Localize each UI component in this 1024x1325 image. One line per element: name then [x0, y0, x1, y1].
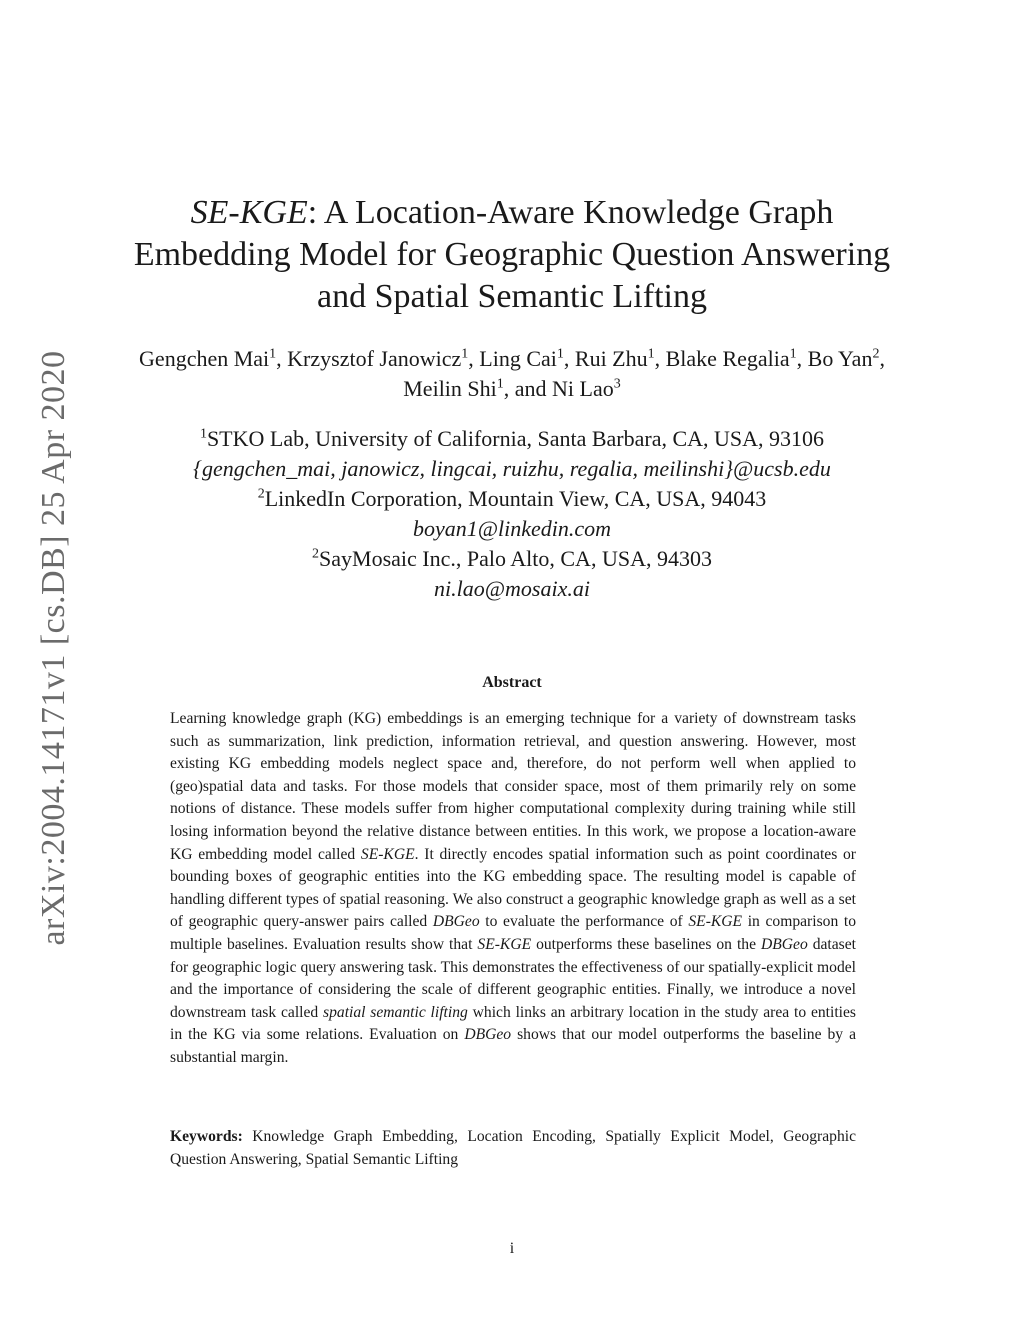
page-number: i	[509, 1240, 515, 1257]
paper-title	[110, 192, 914, 318]
author: Krzysztof Janowicz	[287, 346, 462, 371]
title-model-name: SE-KGE	[190, 194, 308, 231]
keywords: Keywords: Knowledge Graph Embedding, Location Encoding, Spatially Explicit Model, Geographic Question Answering, Spatial Semantic Lifting	[170, 1128, 856, 1168]
affiliation-email: ni.lao@mosaix.ai	[434, 576, 590, 601]
author: Ni Lao	[552, 376, 614, 401]
title-line-2: Embedding Model for Geographic Question Answering	[133, 236, 891, 273]
title-line-1: SE-KGE: A Location-Aware Knowledge Graph	[190, 194, 834, 231]
affiliation-line: $^2$SayMosaic Inc., Palo Alto, CA, USA, 94303	[312, 546, 712, 571]
author: Ling Cai	[479, 346, 557, 371]
author: Bo Yan	[807, 346, 873, 371]
author: Meilin Shi	[403, 376, 497, 401]
author: Gengchen Mai	[139, 346, 270, 371]
keywords-label: Keywords:	[170, 1128, 243, 1145]
author-list: Gengchen Mai$^1$, Krzysztof Janowicz$^1$, Ling Cai$^1$, Rui Zhu$^1$, Blake Regalia$^1$, Bo Yan$^2$, Meilin Shi$^1$, and Ni Lao$^3$	[139, 346, 885, 401]
title-line-3: and Spatial Semantic Lifting	[317, 278, 707, 315]
arxiv-identifier-stamp: arXiv:2004.14171v1 [cs.DB] 25 Apr 2020	[35, 350, 72, 946]
affiliation-line: $^2$LinkedIn Corporation, Mountain View, CA, USA, 94043	[257, 486, 767, 511]
affiliation-line: $^1$STKO Lab, University of California, Santa Barbara, CA, USA, 93106	[199, 426, 825, 451]
abstract-body: Learning knowledge graph (KG) embeddings is an emerging technique for a variety of downstream tasks such as summarization, link prediction, information retrieval, and question answering. However, most existing KG embedding models neglect space and, therefore, do not perform well when applied to (geo)spatial data and tasks. For those models that consider space, most of them primarily rely on some notions of distance. These models suffer from higher computational complexity during training while still losing information beyond the relative distance between entities. In this work, we propose a location-aware KG embedding model called SE-KGE. It directly encodes spatial information such as point coordinates or bounding boxes of geographic entities into the KG embedding space. The resulting model is capable of handling different types of spatial reasoning. We also construct a geographic knowledge graph as well as a set of geographic query-answer pairs called DBGeo to evaluate the performance of SE-KGE in comparison to multiple baselines. Evaluation results show that SE-KGE outperforms these baselines on the DBGeo dataset for geographic logic query answering task. This demonstrates the effectiveness of our spatially-explicit model and the importance of considering the scale of different geographic entities. Finally, we introduce a novel downstream task called spatial semantic lifting which links an arbitrary location in the study area to entities in the KG via some relations. Evaluation on DBGeo shows that our model outperforms the baseline by a substantial margin.	[170, 710, 857, 1066]
author: Blake Regalia	[665, 346, 790, 371]
author: Rui Zhu	[574, 346, 648, 371]
affiliation-email: {gengchen_mai, janowicz, lingcai, ruizhu, regalia, meilinshi}@ucsb.edu	[193, 456, 831, 481]
affiliations	[110, 424, 914, 604]
abstract-heading: Abstract	[482, 674, 542, 691]
affiliation-email: boyan1@linkedin.com	[412, 516, 612, 541]
